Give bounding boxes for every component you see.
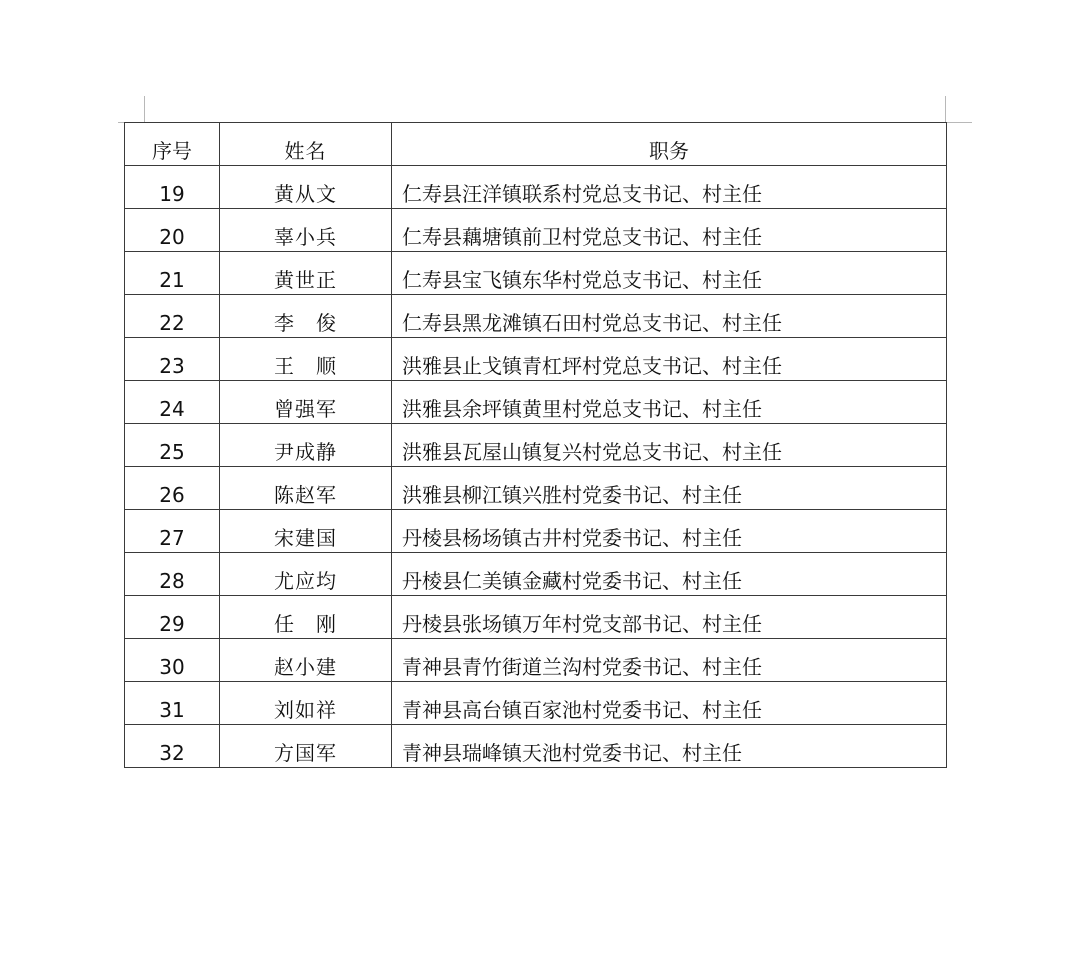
table-row [125, 381, 947, 424]
cell-name: 方国军 [220, 725, 392, 768]
table-row [125, 424, 947, 467]
cell-no: 25 [125, 424, 220, 467]
cell-name: 刘如祥 [220, 682, 392, 725]
table-row [125, 596, 947, 639]
cell-no: 26 [125, 467, 220, 510]
cell-role: 仁寿县宝飞镇东华村党总支书记、村主任 [392, 252, 947, 295]
cell-name: 任 刚 [220, 596, 392, 639]
table-row [125, 252, 947, 295]
cell-name: 王 顺 [220, 338, 392, 381]
cell-role: 丹棱县杨场镇古井村党委书记、村主任 [392, 510, 947, 553]
cell-role: 青神县青竹街道兰沟村党委书记、村主任 [392, 639, 947, 682]
cell-no: 27 [125, 510, 220, 553]
cell-no: 23 [125, 338, 220, 381]
cell-no: 32 [125, 725, 220, 768]
cell-name: 尹成静 [220, 424, 392, 467]
cell-no: 28 [125, 553, 220, 596]
header-role: 职务 [392, 123, 947, 166]
table-row [125, 467, 947, 510]
table-row [125, 682, 947, 725]
cell-no: 24 [125, 381, 220, 424]
cell-role: 洪雅县柳江镇兴胜村党委书记、村主任 [392, 467, 947, 510]
cell-name: 辜小兵 [220, 209, 392, 252]
roster-table [124, 122, 947, 768]
crop-mark-top-right-vertical [945, 96, 946, 122]
table-row [125, 338, 947, 381]
table-row [125, 209, 947, 252]
cell-name: 曾强军 [220, 381, 392, 424]
cell-role: 仁寿县黑龙滩镇石田村党总支书记、村主任 [392, 295, 947, 338]
cell-no: 19 [125, 166, 220, 209]
cell-role: 洪雅县余坪镇黄里村党总支书记、村主任 [392, 381, 947, 424]
cell-no: 30 [125, 639, 220, 682]
crop-mark-top-left-vertical [144, 96, 145, 122]
cell-no: 20 [125, 209, 220, 252]
cell-name: 尤应均 [220, 553, 392, 596]
cell-role: 青神县瑞峰镇天池村党委书记、村主任 [392, 725, 947, 768]
crop-mark-top-right-horizontal [946, 122, 972, 123]
table-row [125, 166, 947, 209]
cell-name: 宋建国 [220, 510, 392, 553]
cell-no: 29 [125, 596, 220, 639]
cell-name: 黄从文 [220, 166, 392, 209]
cell-role: 仁寿县藕塘镇前卫村党总支书记、村主任 [392, 209, 947, 252]
table-row [125, 553, 947, 596]
cell-name: 赵小建 [220, 639, 392, 682]
header-name: 姓名 [220, 123, 392, 166]
cell-role: 丹棱县张场镇万年村党支部书记、村主任 [392, 596, 947, 639]
cell-no: 21 [125, 252, 220, 295]
table-row [125, 295, 947, 338]
table-header-row [125, 123, 947, 166]
cell-name: 陈赵军 [220, 467, 392, 510]
header-no: 序号 [125, 123, 220, 166]
table-row [125, 639, 947, 682]
cell-no: 22 [125, 295, 220, 338]
cell-role: 仁寿县汪洋镇联系村党总支书记、村主任 [392, 166, 947, 209]
cell-role: 丹棱县仁美镇金藏村党委书记、村主任 [392, 553, 947, 596]
table-row [125, 510, 947, 553]
cell-role: 青神县高台镇百家池村党委书记、村主任 [392, 682, 947, 725]
table-row [125, 725, 947, 768]
cell-name: 李 俊 [220, 295, 392, 338]
cell-no: 31 [125, 682, 220, 725]
cell-role: 洪雅县止戈镇青杠坪村党总支书记、村主任 [392, 338, 947, 381]
cell-name: 黄世正 [220, 252, 392, 295]
cell-role: 洪雅县瓦屋山镇复兴村党总支书记、村主任 [392, 424, 947, 467]
